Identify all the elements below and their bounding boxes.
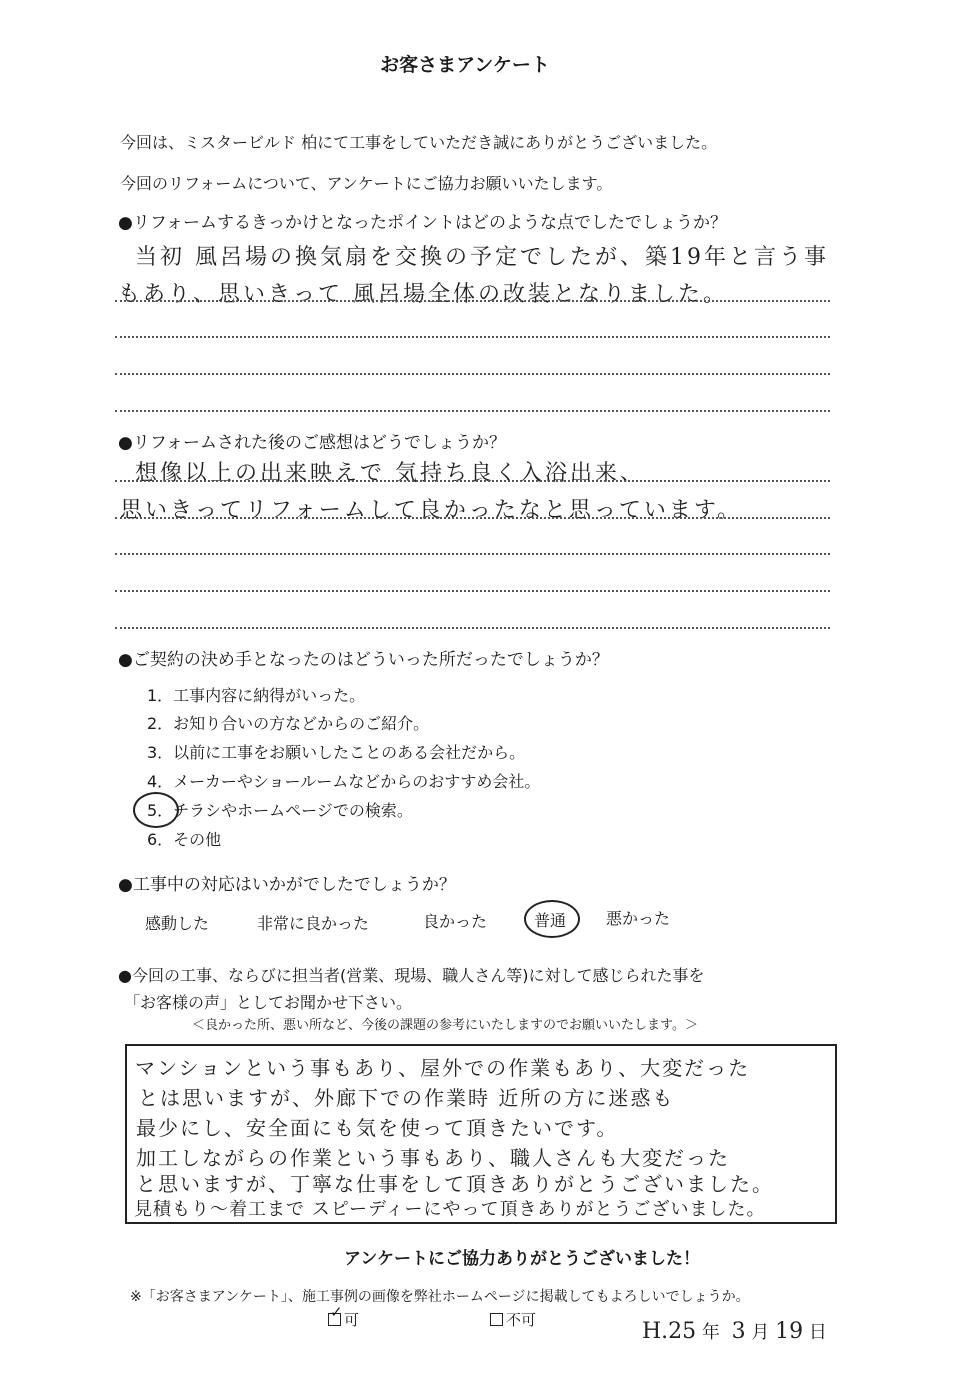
question-5-line-1: ●今回の工事、ならびに担当者(営業、現場、職人さん等)に対して感じられた事を (118, 966, 705, 985)
answer-1-line-2: もあり、思いきって 風呂場全体の改装となりました。 (118, 282, 728, 307)
option-1: 1．工事内容に納得がいった。 (147, 686, 366, 705)
permission-allow[interactable] (328, 1303, 360, 1330)
page-title: お客さまアンケート (380, 54, 550, 76)
allow-checkbox[interactable] (328, 1303, 343, 1326)
question-5-line-2: 「お客様の声」としてお聞かせ下さい。 (124, 993, 413, 1012)
date-era-year: H.25 (642, 1319, 697, 1344)
answer-line (115, 517, 830, 519)
check-mark-icon: ✓ (330, 1303, 343, 1321)
answer-1-line-1: 当初 風呂場の換気扇を交換の予定でしたが、築19年と言う事 (135, 245, 829, 270)
answer-line (115, 336, 830, 338)
deny-label: 不可 (506, 1311, 537, 1329)
date-day: 19 (775, 1319, 804, 1344)
selection-circle (524, 900, 580, 938)
date (642, 1318, 827, 1344)
answer-line (115, 627, 830, 629)
intro-line-2: 今回のリフォームについて、アンケートにご協力お願いいたします。 (120, 174, 613, 193)
answer-line (115, 553, 830, 555)
answer-line (115, 480, 830, 482)
answer-line (115, 410, 830, 412)
rating-option-1: 感動した (145, 914, 210, 933)
question-2: ●リフォームされた後のご感想はどうでしょうか？ (118, 433, 506, 453)
option-3: 3．以前に工事をお願いしたことのある会社だから。 (147, 743, 526, 762)
rating-option-4-selected: 普通 (534, 911, 567, 930)
date-year-label: 年 (701, 1322, 720, 1343)
rating-option-2: 非常に良かった (257, 914, 370, 933)
rating-option-5: 悪かった (606, 909, 671, 928)
answer-2-line-1: 想像以上の出来映えで 気持ち良く入浴出来、 (135, 461, 645, 486)
comment-line-3: 最少にし、安全面にも気を使って頂きたいです。 (136, 1116, 619, 1140)
comment-line-4: 加工しながらの作業という事もあり、職人さんも大変だった (136, 1146, 730, 1170)
date-day-label: 日 (808, 1322, 827, 1343)
permission-deny[interactable] (490, 1309, 536, 1330)
comment-line-2: とは思いますが、外廊下での作業時 近所の方に迷惑も (138, 1086, 675, 1110)
option-4: 4．メーカーやショールームなどからのおすすめ会社。 (147, 772, 541, 791)
thanks-message: アンケートにご協力ありがとうございました！ (344, 1249, 700, 1269)
allow-label: 可 (344, 1311, 360, 1329)
option-6: 6．その他 (147, 830, 222, 849)
answer-2-line-2: 思いきってリフォームして良かったなと思っています。 (120, 498, 743, 523)
permission-note: ※「お客さまアンケート」、施工事例の画像を弊社ホームページに掲載してもよろしいでしょうか。 (130, 1289, 750, 1305)
question-1: ●リフォームするきっかけとなったポイントはどのような点でしたでしょうか？ (118, 213, 727, 233)
answer-line (115, 590, 830, 592)
selection-circle (133, 792, 179, 828)
question-4: ●工事中の対応はいかがでしたでしょうか？ (118, 875, 456, 895)
comment-line-6: 見積もり～着工まで スピーディーにやって頂きありがとうございました。 (134, 1199, 766, 1220)
answer-line (115, 300, 830, 302)
question-5-note: ＜良かった所、悪い所など、今後の課題の参考にいたしますのでお願いいたします。＞ (192, 1018, 698, 1033)
rating-option-3: 良かった (423, 912, 488, 931)
date-month: 3 (731, 1319, 746, 1344)
intro-line-1: 今回は、ミスタービルド 柏にて工事をしていただき誠にありがとうございました。 (120, 133, 718, 152)
comment-line-1: マンションという事もあり、屋外での作業もあり、大変だった (135, 1056, 751, 1080)
answer-line (115, 373, 830, 375)
comment-line-5: と思いますが、丁寧な仕事をして頂きありがとうございました。 (136, 1172, 774, 1196)
option-5-selected: 5．チラシやホームページでの検索。 (147, 801, 413, 820)
option-2: 2．お知り合いの方などからのご紹介。 (147, 714, 430, 733)
deny-checkbox[interactable] (490, 1313, 503, 1326)
date-month-label: 月 (751, 1322, 770, 1343)
question-3: ●ご契約の決め手となったのはどういった所だったでしょうか？ (118, 650, 609, 670)
